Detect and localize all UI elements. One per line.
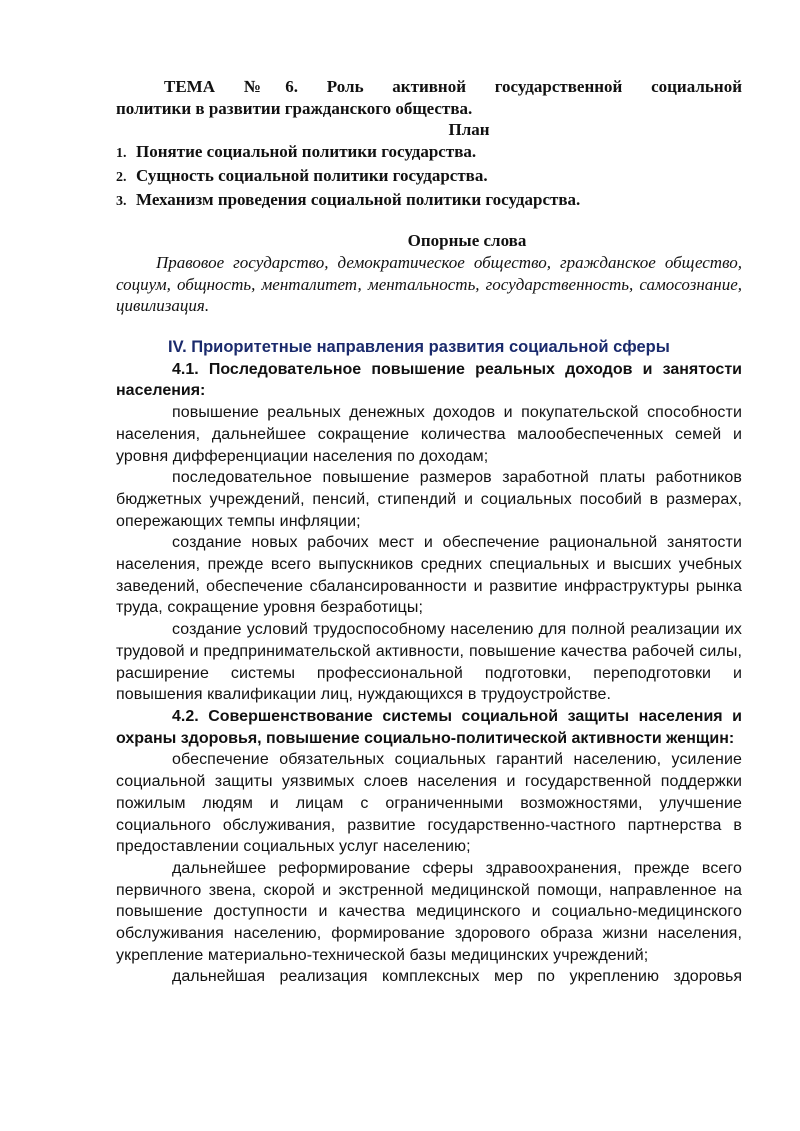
paragraph-partial: дальнейшая реализация комплексных мер по укреплению здоровья [172,968,742,986]
subsection-heading-4-2: 4.2. Совершенствование системы социальной защиты населения и охраны здоровья, повышение социально-политической активности женщин: [116,707,742,747]
plan-item-text: Механизм проведения социальной политики государства. [136,189,581,209]
plan-heading: План [448,120,490,140]
title-line-1: ТЕМА №6. Роль активной государственной социальной [164,77,742,96]
document-page [116,76,742,988]
keywords-text: Правовое государство, демократическое общество, гражданское общество, социум, общность, менталитет, ментальность, государственность, самосознание, цивилизация. [116,252,742,316]
plan-item-number: 2. [116,169,127,185]
plan-item-number: 3. [116,193,127,209]
section-heading: IV. Приоритетные направления развития социальной сферы [168,338,670,357]
plan-list [116,141,742,212]
paragraph: создание новых рабочих мест и обеспечение рациональной занятости населения, прежде всего выпускников средних специальных и высших учебных заведений, обеспечение сбалансированности и развитие инфраструктуры рынка труда, сокращение уровня безработицы; [116,534,742,617]
plan-item-number: 1. [116,146,127,162]
paragraph: обеспечение обязательных социальных гарантий населению, усиление социальной защиты уязвимых слоев населения и государственной поддержки пожилым людям и лицам с ограниченными возможностями, улучшение социального обслуживания, развитие государственно-частного партнерства в предоставлении социальных услуг населению; [116,751,742,856]
plan-item [116,165,742,189]
paragraph: создание условий трудоспособному населению для полной реализации их трудовой и предпринимательской активности, повышение качества рабочей силы, расширение системы профессиональной подготовки, переподготовки и повышения квалификации лиц, нуждающихся в трудоустройстве. [116,621,742,704]
subsection-heading-4-1: 4.1. Последовательное повышение реальных доходов и занятости населения: [116,360,742,400]
document-title [116,76,742,119]
keywords-heading: Опорные слова [407,231,527,251]
plan-item [116,141,742,165]
paragraph: дальнейшее реформирование сферы здравоохранения, прежде всего первичного звена, скорой и экстренной медицинской помощи, направленное на повышение доступности и качества медицинского и социально-медицинского обслуживания населению, формирование здорового образа жизни населения, укрепление материально-технической базы медицинских учреждений; [116,859,742,964]
plan-item [116,189,742,213]
plan-item-text: Сущность социальной политики государства. [136,165,488,185]
paragraph: последовательное повышение размеров заработной платы работников бюджетных учреждений, пенсий, стипендий и социальных пособий в размерах, опережающих темпы инфляции; [116,469,742,530]
title-line-2: политики в развитии гражданского общества. [116,98,473,118]
plan-item-text: Понятие социальной политики государства. [136,142,477,162]
paragraph: повышение реальных денежных доходов и покупательской способности населения, дальнейшее сокращение количества малообеспеченных семей и уровня дифференциации населения по доходам; [116,404,742,465]
